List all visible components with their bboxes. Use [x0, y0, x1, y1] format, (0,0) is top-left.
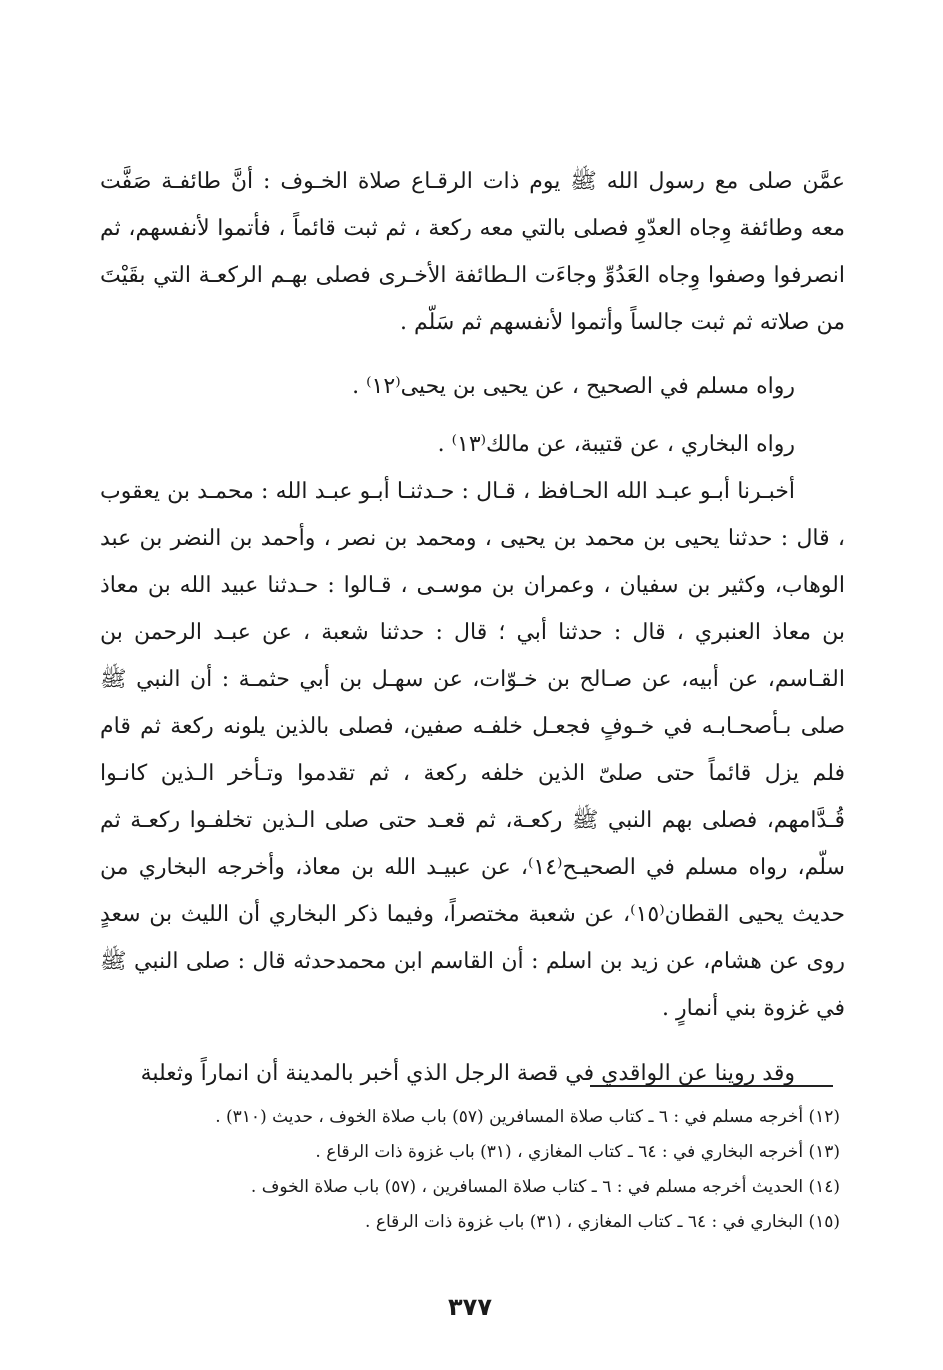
paragraph-muslim-narration: رواه مسلم في الصحيح ، عن يحيى بن يحيى⁽١٢⁾ .: [352, 374, 795, 399]
footnote-13: (١٣) أخرجه البخاري في : ٦٤ ـ كتاب المغازي ، (٣١) باب غزوة ذات الرقاع .: [315, 1142, 840, 1162]
paragraph-bukhari-narration: رواه البخاري ، عن قتيبة، عن مالك⁽١٣⁾ .: [437, 432, 795, 457]
footnote-14: (١٤) الحديث أخرجه مسلم في : ٦ ـ كتاب صلاة المسافرين ، (٥٧) باب صلاة الخوف .: [250, 1177, 840, 1197]
footnotes: [140, 1100, 840, 1240]
paragraph-hadith-text: عمَّن صلى مع رسول الله ﷺ يوم ذات الرقـاع صلاة الخـوف : أنَّ طائفـة صَفَّت معه وطائفة وِجاه العدّوِ فصلى بالتي معه ركعة ، ثم ثبت قائماً ، فأتموا لأنفسهم، ثم انصرفوا وصفوا وِجاه العَدُوِّ وجاءَت الـطائفة الأخـرى فصلى بهـم الركعـة التي بقَيْتَ من صلاته ثم ثبت جالساً وأتموا لأنفسهم ثم سَلّم .: [100, 169, 845, 335]
footnote-15: (١٥) البخاري في : ٦٤ ـ كتاب المغازي ، (٣١) باب غزوة ذات الرقاع .: [365, 1212, 840, 1232]
footnote-12: (١٢) أخرجه مسلم في : ٦ ـ كتاب صلاة المسافرين (٥٧) باب صلاة الخوف ، حديث (٣١٠) .: [215, 1107, 840, 1127]
footnote-divider: [590, 1085, 833, 1087]
paragraph-waqidi: وقد روينا عن الواقدي في قصة الرجل الذي أخبر بالمدينة أن انماراً وثعلبة: [140, 1061, 795, 1086]
paragraph-isnad: أخبـرنا أبـو عبـد الله الحـافظ ، قـال : حـدثنـا أبـو عبـد الله : محمـد بن يعقوب ، قال : حدثنا يحيى بن محمد بن يحيى ، ومحمد بن نصر ، وأحمد بن النضر بن عبد الوهاب، وكثير بن سفيان ، وعمران بن موسـى ، قـالوا : حـدثنا عبيد الله بن معاذ بن معاذ العنبري ، قال : حدثنا أبي ؛ قال : حدثنا شعبة ، عن عبـد الرحمن بن القـاسم، عن أبيه، عن صـالح بن خـوّات، عن سهـل بن أبي حثمـة : أن النبي ﷺ صلى بـأصحـابـه في خـوفٍ فجعـل خلفـه صفين، فصلى بالذين يلونه ركعة ثم قام فلم يزل قائماً حتى صلىّ الذين خلفه ركعة ، ثم تقدموا وتـأخر الـذين كانـوا قُـدَّامهم، فصلى بهم النبي ﷺ ركعـة، ثم قعـد حتى صلى الـذين تخلفـوا ركعـة ثم سلّم، رواه مسلم في الصحيـح⁽١٤⁾، عن عبيـد الله بن معاذ، وأخرجه البخاري من حديث يحيى القطان⁽١٥⁾، عن شعبة مختصراً، وفيما ذكر البخاري أن الليث بن سعدٍ روى عن هشام، عن زيد بن اسلم : أن القاسم ابن محمدحدثه قال : صلى النبي ﷺ في غزوة بني أنمارٍ .: [100, 479, 845, 1021]
page-number: ٣٧٧: [448, 1293, 492, 1321]
main-text: [100, 158, 845, 1097]
